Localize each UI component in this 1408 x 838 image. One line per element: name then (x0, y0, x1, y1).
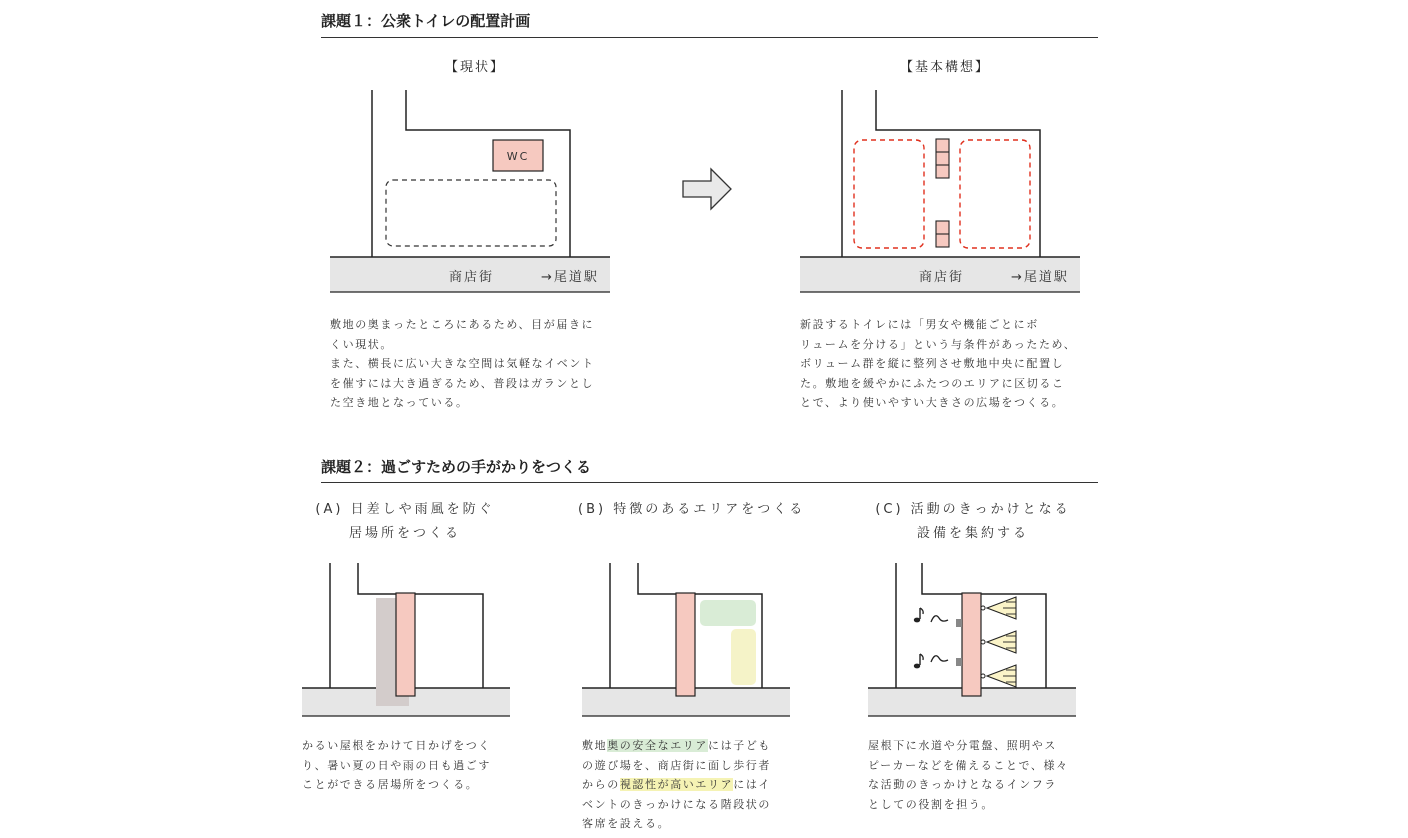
item-c-description: 屋根下に水道や分電盤、照明やス ピーカーなどを備えることで、様々 な活動のきっかけとなるインフラ としての役割を担う。 (868, 739, 1069, 811)
speaker-box (956, 619, 962, 627)
music-note-icon (914, 608, 948, 622)
current-station-label: →尾道駅 (541, 270, 599, 285)
right-area (960, 140, 1030, 248)
toilet-volume (396, 593, 415, 696)
section1-divider (321, 37, 1098, 38)
proposal-station-label: →尾道駅 (1011, 270, 1069, 285)
speaker-box (956, 658, 962, 666)
open-space-area (386, 180, 556, 246)
highlight-safe-area: 奥の安全なエリア (607, 739, 709, 752)
site-boundary-right (406, 90, 570, 257)
proposal-road-label: 商店街 (919, 270, 965, 285)
proposal-description: 新設するトイレには「男女や機能ごとにボ リュームを分ける」という与条件があったため、 ボリューム群を縦に整列させ敷地中央に配置し た。敷地を緩やかにふたつのエリアに区切るこ とで、より使いやすい大きさの広場をつくる。 (800, 318, 1077, 409)
highlight-visible-area: 視認性が高いエリア (619, 778, 734, 791)
toilet-volume (962, 593, 981, 696)
item-a-title: (A) 日差しや雨風を防ぐ 居場所をつくる (315, 502, 495, 541)
proposal-label: 【基本構想】 (899, 60, 990, 75)
music-note-icon (914, 654, 948, 668)
arrow-right-icon (680, 166, 734, 214)
green-play-area (700, 600, 756, 626)
section2-divider (321, 482, 1098, 483)
section2-title: 課題２：過ごすための手がかりをつくる (321, 458, 592, 476)
item-b-title: (B) 特徴のあるエリアをつくる (578, 502, 806, 517)
item-a-diagram (300, 560, 515, 720)
current-label: 【現状】 (444, 60, 505, 75)
item-a-description: かるい屋根をかけて日かげをつく り、暑い夏の日や雨の日も過ごす ことができる居場所をつくる。 (302, 739, 491, 791)
toilet-volume-upper (936, 139, 949, 178)
toilet-volume-lower (936, 221, 949, 247)
item-b-description: 敷地奥の安全なエリアには子ども の遊び場を、商店街に面し歩行者 からの視認性が高いエリアにはイ ベントのきっかけになる階段状の 客席を設える。 (582, 739, 772, 830)
light-cone-icon (981, 631, 1016, 653)
wc-label: WC (506, 150, 530, 163)
light-cone-icon (981, 597, 1016, 619)
item-c-diagram (865, 560, 1080, 720)
yellow-seating-area (731, 629, 756, 685)
item-b-diagram (580, 560, 795, 720)
section1-title: 課題１：公衆トイレの配置計画 (321, 12, 531, 30)
left-area (854, 140, 924, 248)
toilet-volume (676, 593, 695, 696)
item-c-title: (C) 活動のきっかけとなる 設備を集約する (875, 502, 1071, 541)
current-road-label: 商店街 (449, 270, 495, 285)
current-description: 敷地の奥まったところにあるため、目が届きに くい現状。 また、横長に広い大きな空間は気軽なイベント を催すには大き過ぎるため、普段はガランとし た空き地となっている。 (330, 318, 595, 409)
light-cone-icon (981, 665, 1016, 687)
